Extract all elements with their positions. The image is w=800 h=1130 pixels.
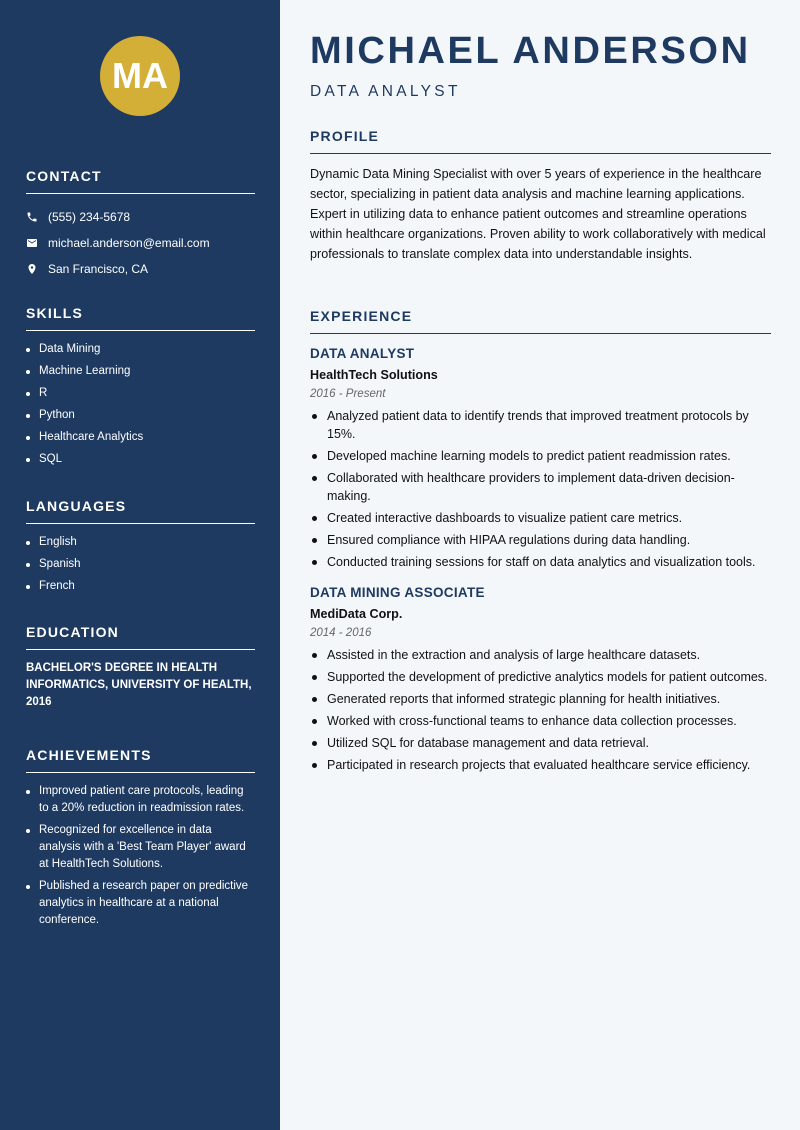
contact-email — [26, 230, 255, 256]
education-text: BACHELOR'S DEGREE IN HEALTH INFORMATICS, UNIVERSITY OF HEALTH, 2016 — [26, 662, 252, 708]
job-bullet: Assisted in the extraction and analysis of large healthcare datasets. — [310, 646, 771, 664]
job-dates: 2014 - 2016 — [310, 627, 372, 639]
job-bullet: Developed machine learning models to predict patient readmission rates. — [310, 447, 771, 465]
job-bullet: Utilized SQL for database management and data retrieval. — [310, 734, 771, 752]
languages-section — [26, 498, 255, 600]
job-dates: 2016 - Present — [310, 388, 386, 400]
location-text: San Francisco, CA — [48, 262, 149, 276]
job-bullets — [310, 646, 771, 774]
skill-item: Data Mining — [26, 341, 255, 358]
job-bullets — [310, 407, 771, 571]
achievements-heading: ACHIEVEMENTS — [26, 747, 255, 773]
profile-text: Dynamic Data Mining Specialist with over 5 years of experience in the healthcare sector, specializing in patient data analysis and machine learning applications. Expert in utilizing data to enhance patient outcomes and streamline operations within healthcare organizations. Proven ability to work collaboratively with medical professionals to translate complex data into understandable insights. — [310, 167, 766, 261]
profile-heading: PROFILE — [310, 128, 771, 154]
skills-section — [26, 305, 255, 473]
languages-list — [26, 534, 255, 595]
job-entry — [310, 585, 771, 774]
phone-text: (555) 234-5678 — [48, 210, 131, 224]
language-item: Spanish — [26, 556, 255, 573]
job-title: DATA MINING ASSOCIATE — [310, 585, 485, 600]
contact-phone — [26, 204, 255, 230]
sidebar — [0, 0, 280, 1130]
language-item: French — [26, 578, 255, 595]
contact-section — [26, 168, 255, 282]
achievement-item: Recognized for excellence in data analysis with a 'Best Team Player' award at HealthTech Solutions. — [26, 822, 255, 873]
language-item: English — [26, 534, 255, 551]
skill-item: Python — [26, 407, 255, 424]
skills-list — [26, 341, 255, 468]
experience-section — [310, 308, 771, 778]
skills-heading: SKILLS — [26, 305, 255, 331]
job-bullet: Participated in research projects that evaluated healthcare service efficiency. — [310, 756, 771, 774]
experience-heading: EXPERIENCE — [310, 308, 771, 334]
job-bullet: Analyzed patient data to identify trends that improved treatment protocols by 15%. — [310, 407, 771, 443]
email-icon — [26, 237, 38, 249]
job-bullet: Ensured compliance with HIPAA regulations during data handling. — [310, 531, 771, 549]
phone-icon — [26, 211, 38, 223]
job-title: DATA ANALYST — [310, 346, 415, 361]
job-bullet: Generated reports that informed strategic planning for health initiatives. — [310, 690, 771, 708]
location-pin-icon — [26, 263, 38, 275]
job-entry — [310, 346, 771, 571]
job-company: HealthTech Solutions — [310, 368, 438, 382]
contact-location — [26, 256, 255, 282]
achievement-item: Improved patient care protocols, leading to a 20% reduction in readmission rates. — [26, 783, 255, 817]
languages-heading: LANGUAGES — [26, 498, 255, 524]
education-section — [26, 624, 255, 711]
job-bullet: Supported the development of predictive analytics models for patient outcomes. — [310, 668, 771, 686]
skill-item: SQL — [26, 451, 255, 468]
job-bullet: Created interactive dashboards to visualize patient care metrics. — [310, 509, 771, 527]
contact-heading: CONTACT — [26, 168, 255, 194]
profile-section — [310, 128, 771, 264]
job-company: MediData Corp. — [310, 607, 403, 621]
avatar: MA — [100, 36, 180, 116]
achievements-list — [26, 783, 255, 929]
skill-item: Machine Learning — [26, 363, 255, 380]
job-bullet: Conducted training sessions for staff on data analytics and visualization tools. — [310, 553, 771, 571]
achievements-section — [26, 747, 255, 934]
job-bullet: Collaborated with healthcare providers to implement data-driven decision-making. — [310, 469, 771, 505]
job-bullet: Worked with cross-functional teams to enhance data collection processes. — [310, 712, 771, 730]
education-heading: EDUCATION — [26, 624, 255, 650]
candidate-name: MICHAEL ANDERSON — [310, 30, 751, 72]
candidate-title: DATA ANALYST — [310, 83, 461, 100]
skill-item: R — [26, 385, 255, 402]
achievement-item: Published a research paper on predictive analytics in healthcare at a national conference. — [26, 878, 255, 929]
skill-item: Healthcare Analytics — [26, 429, 255, 446]
email-text: michael.anderson@email.com — [48, 236, 210, 250]
